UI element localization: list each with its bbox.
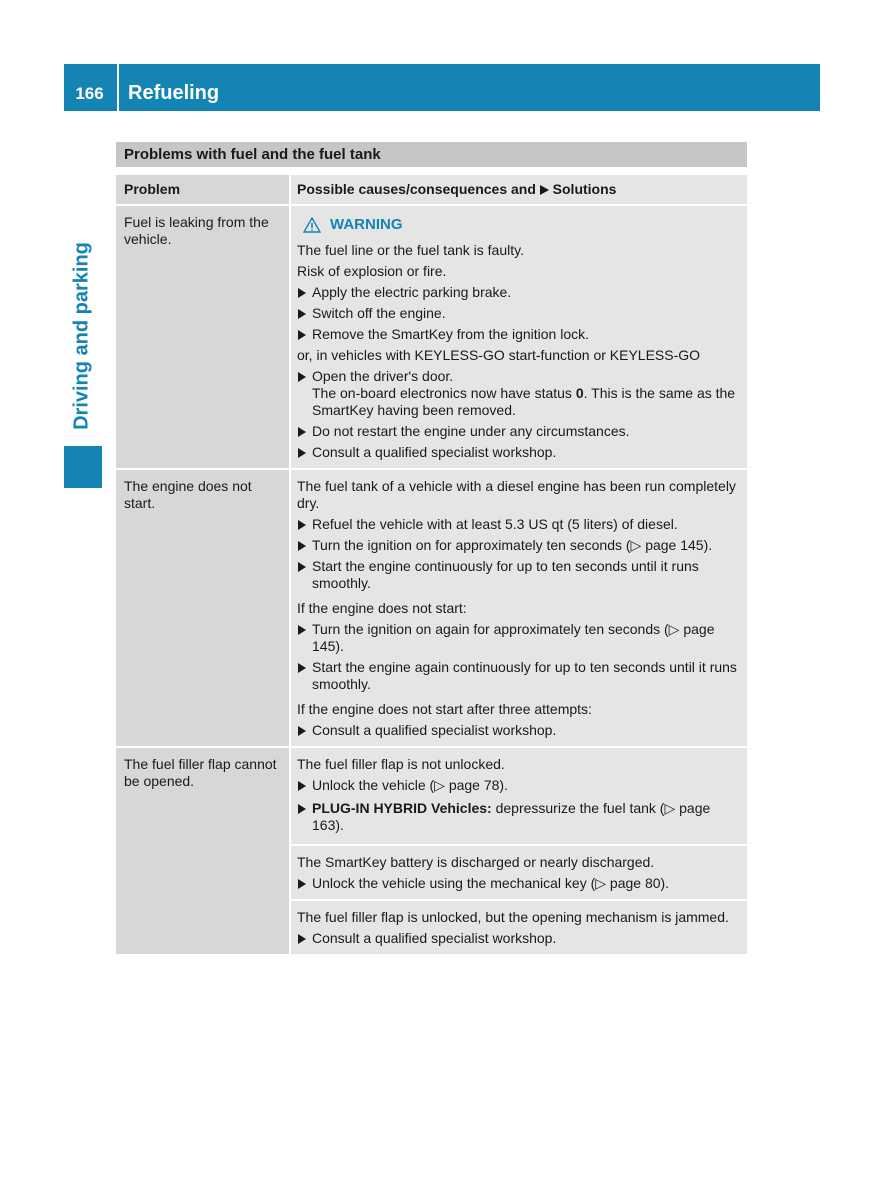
bullet-arrow-icon <box>298 663 306 673</box>
instruction-text: Consult a qualified specialist workshop. <box>312 722 557 738</box>
status-value: 0 <box>575 385 584 401</box>
instruction-item <box>297 800 743 834</box>
instruction-text: Turn the ignition on for approximately ten seconds (▷ page 145). <box>312 537 713 553</box>
instruction-text: Switch off the engine. <box>312 305 446 321</box>
instruction-text: Start the engine again continuously for up to ten seconds until it runs smoothly. <box>312 659 737 692</box>
instruction-item <box>297 930 743 947</box>
arrow-right-icon <box>540 185 549 195</box>
instruction-item <box>297 558 743 592</box>
header-divider <box>117 64 119 111</box>
table-title: Problems with fuel and the fuel tank <box>116 142 747 167</box>
bullet-arrow-icon <box>298 625 306 635</box>
instruction-item <box>297 423 743 440</box>
text-line: The fuel filler flap is not unlocked. <box>297 756 505 772</box>
bullet-arrow-icon <box>298 520 306 530</box>
warning-triangle-icon <box>303 217 321 233</box>
instruction-item <box>297 305 743 322</box>
solution-cell-flap-not-unlocked <box>291 748 747 844</box>
bullet-arrow-icon <box>298 330 306 340</box>
page-title: Refueling <box>128 82 220 104</box>
instruction-item <box>297 368 743 419</box>
instruction-subtext: . This is the same as the SmartKey having been removed. <box>312 385 736 418</box>
bullet-arrow-icon <box>298 448 306 458</box>
bullet-arrow-icon <box>298 804 306 814</box>
page-number: 166 <box>75 84 104 103</box>
instruction-item <box>297 659 743 693</box>
instruction-text: Turn the ignition on again for approximately ten seconds (▷ page 145). <box>312 621 715 654</box>
bullet-arrow-icon <box>298 562 306 572</box>
bullet-arrow-icon <box>298 309 306 319</box>
text-line: The SmartKey battery is discharged or nearly discharged. <box>297 854 655 870</box>
solution-cell-engine-not-start <box>291 470 747 746</box>
column-header-problem: Problem <box>116 175 289 204</box>
instruction-item <box>297 875 743 892</box>
instruction-item <box>297 537 743 554</box>
bullet-arrow-icon <box>298 288 306 298</box>
instruction-text: Unlock the vehicle (▷ page 78). <box>312 777 508 793</box>
instruction-item <box>297 516 743 533</box>
instruction-bold-text: PLUG-IN HYBRID Vehicles: <box>312 800 492 816</box>
warning-heading <box>303 216 743 234</box>
column-header-solutions-text-a: Possible causes/consequences and <box>297 181 540 197</box>
problem-cell-engine-not-start: The engine does not start. <box>116 470 289 746</box>
text-line: The fuel line or the fuel tank is faulty. <box>297 242 524 258</box>
text-line: The fuel tank of a vehicle with a diesel engine has been run completely dry. <box>297 478 736 511</box>
instruction-text: depressurize the fuel tank (▷ page 163). <box>312 800 711 833</box>
solution-cell-mechanism-jammed <box>291 901 747 954</box>
instruction-subtext: The on-board electronics now have status <box>312 385 576 401</box>
text-line: Risk of explosion or fire. <box>297 263 447 279</box>
section-side-label: Driving and parking <box>70 242 93 430</box>
instruction-item <box>297 621 743 655</box>
instruction-text: Open the driver's door. <box>312 368 454 384</box>
warning-label: WARNING <box>330 216 403 233</box>
bullet-arrow-icon <box>298 541 306 551</box>
instruction-item <box>297 326 743 343</box>
solution-cell-battery-discharged <box>291 846 747 899</box>
problem-cell-fuel-leaking: Fuel is leaking from the vehicle. <box>116 206 289 468</box>
column-header-solutions-text-b: Solutions <box>548 181 617 197</box>
column-header-solutions <box>291 175 747 204</box>
instruction-text: Start the engine continuously for up to ten seconds until it runs smoothly. <box>312 558 699 591</box>
bullet-arrow-icon <box>298 879 306 889</box>
instruction-item <box>297 444 743 461</box>
instruction-text: Do not restart the engine under any circumstances. <box>312 423 630 439</box>
bullet-arrow-icon <box>298 427 306 437</box>
bullet-arrow-icon <box>298 934 306 944</box>
instruction-text: Consult a qualified specialist workshop. <box>312 444 557 460</box>
solution-cell-fuel-leaking <box>291 206 747 468</box>
text-line: If the engine does not start after three attempts: <box>297 701 592 717</box>
instruction-text: Unlock the vehicle using the mechanical key (▷ page 80). <box>312 875 670 891</box>
instruction-item <box>297 777 743 794</box>
bullet-arrow-icon <box>298 372 306 382</box>
section-side-tab <box>64 446 102 488</box>
instruction-text: Remove the SmartKey from the ignition lock. <box>312 326 590 342</box>
instruction-text: Consult a qualified specialist workshop. <box>312 930 557 946</box>
text-line: or, in vehicles with KEYLESS-GO start-function or KEYLESS-GO <box>297 347 701 363</box>
instruction-item <box>297 284 743 301</box>
text-line: The fuel filler flap is unlocked, but the opening mechanism is jammed. <box>297 909 729 925</box>
bullet-arrow-icon <box>298 726 306 736</box>
problem-cell-filler-flap: The fuel filler flap cannot be opened. <box>116 748 289 954</box>
page-header <box>64 64 820 111</box>
bullet-arrow-icon <box>298 781 306 791</box>
text-line: If the engine does not start: <box>297 600 467 616</box>
instruction-text: Apply the electric parking brake. <box>312 284 512 300</box>
instruction-text: Refuel the vehicle with at least 5.3 US qt (5 liters) of diesel. <box>312 516 678 532</box>
instruction-item <box>297 722 743 739</box>
